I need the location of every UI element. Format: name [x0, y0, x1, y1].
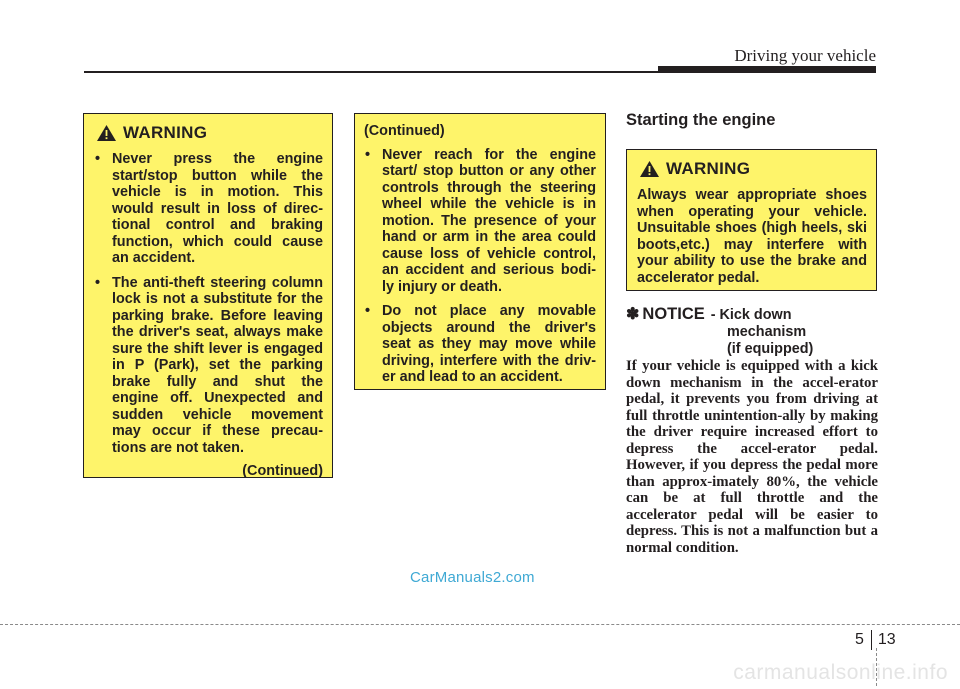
site-watermark: carmanualsonline.info: [733, 661, 948, 684]
header-section-title: Driving your vehicle: [734, 46, 876, 65]
notice-heading: [626, 304, 878, 358]
continued-label: (Continued): [242, 463, 323, 479]
notice-subtitle: mechanism: [727, 324, 807, 340]
header-rule-thin: [84, 71, 660, 73]
page-number-divider: [871, 630, 872, 650]
notice-label: NOTICE: [642, 305, 705, 323]
warning-text: Always wear appropriate shoes when operating your vehicle. Unsuitable shoes (high heels, ski boots,etc.) may interfere with your ability to use the brake and accelerator pedal.: [637, 187, 867, 286]
warning-bullet: • The anti-theft steering column lock is not a substitute for the parking brake. Before leaving the driver's seat, always make sure the shift lever is engaged in P (Park), set the parking brake fully and shut the engine off. Unexpected and sudden vehicle movement may occur if these precau-tions are not taken.: [95, 274, 323, 456]
warning-bullet-text: Never press the engine start/stop button while the vehicle is in motion. This would result in loss of direc-tional control and braking function, which could cause an accident.: [112, 151, 323, 266]
notice-body: If your vehicle is equipped with a kick down mechanism in the accel-erator pedal, it prevents you from driving at full throttle unintention-ally by making the driver require increased effort to depress the accel-erator pedal. However, if you depress the pedal more than approx-imately 80%, the vehicle can be at full throttle and the accelerator pedal will be easier to depress. This is not a malfunction but a normal condition.: [626, 358, 878, 556]
notice-subtitle: - Kick down: [710, 307, 792, 323]
notice-subtitle: (if equipped): [727, 341, 814, 357]
section-title: Starting the engine: [626, 111, 776, 129]
warning-box-3: [626, 149, 877, 291]
warning-triangle-icon: [639, 160, 660, 178]
watermark: CarManuals2.com: [410, 569, 535, 586]
warning-bullet: • Never press the engine start/stop button while the vehicle is in motion. This would result in loss of direc-tional control and braking function, which could cause an accident.: [95, 151, 323, 266]
header-rule-thick: [658, 66, 876, 73]
warning-bullet-text: Never reach for the engine start/ stop button or any other controls through the steering wheel while the vehicle is in motion. The presence of your hand or arm in the area could cause loss of vehicle control, an accident and serious bodi-ly injury or death.: [382, 146, 596, 295]
notice-star-icon: ✽: [626, 306, 640, 323]
continued-label: (Continued): [364, 123, 445, 139]
warning-box-1: [83, 113, 333, 478]
warning-title: WARNING: [123, 122, 208, 142]
warning-title: WARNING: [666, 158, 751, 178]
warning-bullet-text: Do not place any movable objects around the driver's seat as they may move while driving, interfere with the driv-er and lead to an accident.: [382, 303, 596, 385]
footer-dashed-line: [0, 624, 960, 625]
chapter-number: 5: [855, 631, 864, 648]
warning-bullet: • Do not place any movable objects around the driver's seat as they may move while driving, interfere with the driv-er and lead to an accident.: [365, 303, 596, 385]
warning-bullet: • Never reach for the engine start/ stop button or any other controls through the steering wheel while the vehicle is in motion. The presence of your hand or arm in the area could cause loss of vehicle control, an accident and serious bodi-ly injury or death.: [365, 146, 596, 295]
warning-triangle-icon: [96, 124, 117, 142]
warning-bullet-text: The anti-theft steering column lock is not a substitute for the parking brake. Before leaving the driver's seat, always make sure the shift lever is engaged in P (Park), set the parking brake fully and shut the engine off. Unexpected and sudden vehicle movement may occur if these precau-tions are not taken.: [112, 274, 323, 456]
warning-box-2: [354, 113, 606, 390]
page-number: [855, 630, 896, 650]
page-index: 13: [877, 631, 896, 648]
